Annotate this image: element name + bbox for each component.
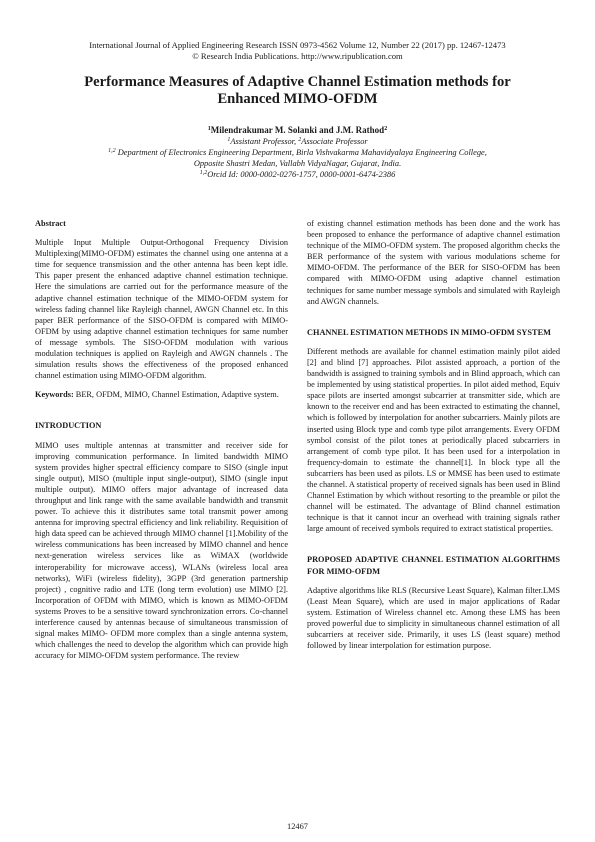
author-conjunction: and (316, 125, 336, 135)
author1-name: Milendrakumar M. Solanki (210, 125, 317, 135)
authors-block (30, 125, 565, 180)
keywords (35, 389, 288, 400)
proposed-heading: PROPOSED ADAPTIVE CHANNEL ESTIMATION ALGORITHMS FOR MIMO-OFDM (307, 555, 560, 576)
orcid-line (30, 169, 565, 180)
author-names (30, 125, 565, 136)
role2-superscript: 2 (298, 137, 302, 143)
journal-citation: International Journal of Applied Engineering Research ISSN 0973-4562 Volume 12, Number 22 (2017) pp. 12467-12473 (89, 40, 506, 50)
keywords-text: BER, OFDM, MIMO, Channel Estimation, Adaptive system. (73, 390, 279, 400)
channel-methods-text: Different methods are available for channel estimation mainly pilot aided [2] and blind [7] approaches. Pilot assisted approach, a portion of the bandwidth is assigned to training symbols and in Blind approach, which can be implemented by using statistical properties. In pilot aided method, Equiv space pilots are inserted amongst subcarrier at transmitter side, which are known to the receiver end and has been extracted to estimating the channel, which is followed by interpolation for another subcarriers. Mainly pilots are inserted using Block type and comb type pilot arrangements. Every OFDM symbol consist of the pilot tones at periodically placed subcarriers in arrangement of comb type pilot. It has been used for a interpolation in frequency-domain to estimate the channel[1]. In block type all the subcarriers has been used as pilots. LS or MMSE has been used to estimate the channel. A statistical property of received signals has been used in Blind Channel Estimation by which without resorting to the preamble or pilot the channel will be estimated. The advantage of Blind channel estimation technique is that it cannot incur an overhead with training signals rather large amount of received symbols required to extract statistical properties. (307, 346, 561, 534)
introduction-text: MIMO uses multiple antennas at transmitter and receiver side for improving communication performance. In limited bandwidth MIMO system provides higher spectral efficiency compare to SISO (single input single output), MISO (multiple input single-output), SIMO (single input multiple output). MIMO offers major advantage of increased data throughput and link range with the same available bandwidth and transmit power. To achieve this it distributes same total transmit power among antenna for improving spectral efficiency and link reliability. Requisition of high data speed can be achieved through MIMO channel [1].Mobility of the wireless communications has been increased by MIMO channel and hence next-generation wireless services like as WiMAX (worldwide interoperability for microwave access), WLANs (wireless local area networks), WiFi (wireless fidelity), 3GPP (3rd generation partnership project) , cognitive radio and LTE (long term evolution) use MIMO [2]. Incorporation of OFDM with MIMO, which is known as MIMO-OFDM systems Proves to be a sensitive toward synchronization errors. Co-channel interference caused by antennas because of simultaneous transmission of signal makes MIMO- OFDM more complex than a single antenna system, which challenges the need to develop the algorithm which can provide high accuracy for MIMO-OFDM system performance. The review (35, 440, 288, 661)
introduction-continued-text: of existing channel estimation methods has been done and the work has been proposed to enhance the performance of adaptive channel estimation technique of the MIMO-OFDM system. The proposed algorithm checks the BER performance of the system with various modulations scheme for MIMO-OFDM. The performance of the BER for SISO-OFDM has been compared with MIMO-OFDM using adaptive channel estimation techniques for same number message symbols and simulated with Rayleigh and AWGN channels. (307, 219, 560, 306)
orcid-superscript: 1,2 (199, 170, 208, 176)
left-column (35, 218, 288, 661)
author2-name: J.M. Rathod (335, 125, 385, 135)
paper-title-line1: Performance Measures of Adaptive Channel Estimation methods for (84, 74, 511, 90)
author1-superscript: 1 (207, 126, 211, 132)
author-roles (30, 136, 565, 147)
affiliation-department: Department of Electronics Engineering Department, Birla Vishvakarma Mahavidyalaya Engineering College, (115, 148, 487, 157)
page-number: 12467 (287, 822, 308, 831)
paper-title (40, 74, 555, 108)
paper-title-line2: Enhanced MIMO-OFDM (217, 91, 378, 107)
publisher-line: © Research India Publications. http://www.ripublication.com (192, 51, 403, 61)
journal-header (30, 40, 565, 62)
role2: Associate Professor (301, 137, 368, 146)
orcid-ids: Orcid Id: 0000-0002-0276-1757, 0000-0001-6474-2386 (207, 170, 396, 179)
introduction-heading: INTRODUCTION (35, 421, 102, 431)
channel-methods-heading: CHANNEL ESTIMATION METHODS IN MIMO-OFDM SYSTEM (307, 327, 551, 337)
role1-superscript: 1 (227, 137, 231, 143)
proposed-text: Adaptive algorithms like RLS (Recursive Least Square), Kalman filter.LMS (Least Mean Square), which are used in major applications of Radar system. Estimation of Wireless channel etc. Among these LMS has been proved powerful due to simplicity in simultaneous channel estimation of all subcarriers at receiver side. Primarily, it uses LS (least square) method followed by linear interpolation for estimation purpose. (307, 585, 560, 651)
abstract-heading: Abstract (35, 219, 66, 228)
affiliation-line2: Opposite Shastri Medan, Vallabh VidyaNagar, Gujarat, India. (193, 159, 402, 168)
abstract-text: Multiple Input Multiple Output-Orthogonal Frequency Division Multiplexing(MIMO-OFDM) estimates the channel using one antenna at a time for sequence transmission and the other antenna has been kept idle. This paper present the enhanced adaptive channel estimation technique. Here the simulations are carried out for the performance measure of the adaptive channel estimation technique of the MIMO-OFDM system for wireless fading channel like Rayleigh channel, AWGN Channel etc. In this paper BER performance of the SISO-OFDM is compared with MIMO-OFDM by using adaptive channel estimation techniques for same number of message symbols. The SISO-OFDM modulation with various modulation techniques is applied on Rayleigh and AWGN channels . The simulation results shows the effectiveness of the proposed enhanced channel estimation using MIMO-OFDM algorithm. (35, 238, 288, 381)
author2-superscript: 2 (384, 126, 388, 132)
affiliation-superscript: 1,2 (108, 148, 116, 154)
affiliation-line1 (30, 147, 565, 158)
right-column (307, 218, 560, 651)
keywords-label: Keywords: (35, 390, 74, 400)
role1: Assistant Professor, (230, 137, 299, 146)
